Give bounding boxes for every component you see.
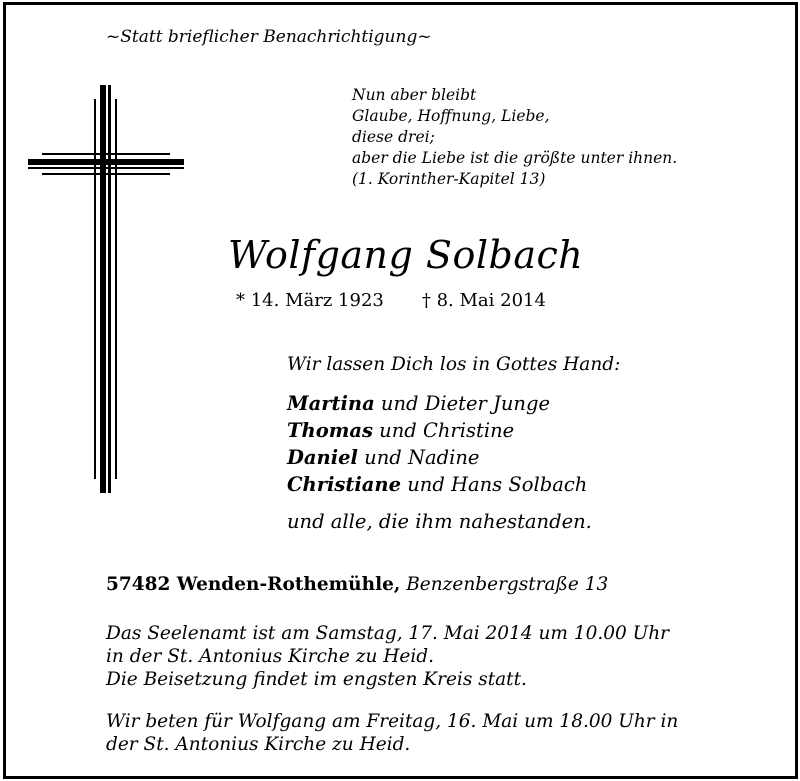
family-member [287, 471, 587, 498]
life-dates [236, 290, 546, 311]
address-city: 57482 Wenden-Rothemühle, [106, 574, 401, 595]
address [106, 574, 608, 595]
verse-line: aber die Liebe ist die größte unter ihnen. [352, 149, 678, 167]
birth-date: * 14. März 1923 [236, 290, 384, 311]
family-member-firstname: Thomas [287, 419, 373, 442]
bible-verse [352, 85, 677, 190]
notice-header: ~Statt brieflicher Benachrichtigung~ [106, 27, 432, 47]
double-line-cross-icon [28, 85, 184, 493]
family-member-partner: und Nadine [357, 446, 480, 469]
address-street: Benzenbergstraße 13 [400, 574, 609, 595]
family-member [287, 390, 587, 417]
death-date: † 8. Mai 2014 [421, 290, 546, 311]
verse-line: Glaube, Hoffnung, Liebe, [352, 107, 550, 125]
farewell-line: Wir lassen Dich los in Gottes Hand: [287, 354, 621, 375]
prayer-line: der St. Antonius Kirche zu Heid. [106, 734, 411, 755]
deceased-name: Wolfgang Solbach [228, 233, 584, 277]
family-member-firstname: Martina [287, 392, 375, 415]
family-member-partner: und Dieter Junge [374, 392, 550, 415]
family-member [287, 444, 587, 471]
family-list [287, 390, 587, 498]
service-line: Die Beisetzung findet im engsten Kreis statt. [106, 669, 527, 690]
service-line: in der St. Antonius Kirche zu Heid. [106, 646, 435, 667]
verse-line: diese drei; [352, 128, 435, 146]
family-member [287, 417, 587, 444]
family-member-partner: und Hans Solbach [401, 473, 588, 496]
family-member-firstname: Christiane [287, 473, 401, 496]
prayer-info [106, 710, 678, 756]
service-info [106, 622, 669, 691]
prayer-line: Wir beten für Wolfgang am Freitag, 16. Mai um 18.00 Uhr in [106, 711, 679, 732]
service-line: Das Seelenamt ist am Samstag, 17. Mai 2014 um 10.00 Uhr [106, 623, 670, 644]
verse-line: Nun aber bleibt [352, 86, 477, 104]
family-member-partner: und Christine [372, 419, 515, 442]
obituary-notice [3, 2, 798, 779]
others-line: und alle, die ihm nahestanden. [287, 510, 592, 533]
family-member-firstname: Daniel [287, 446, 358, 469]
verse-reference: (1. Korinther-Kapitel 13) [352, 170, 546, 188]
